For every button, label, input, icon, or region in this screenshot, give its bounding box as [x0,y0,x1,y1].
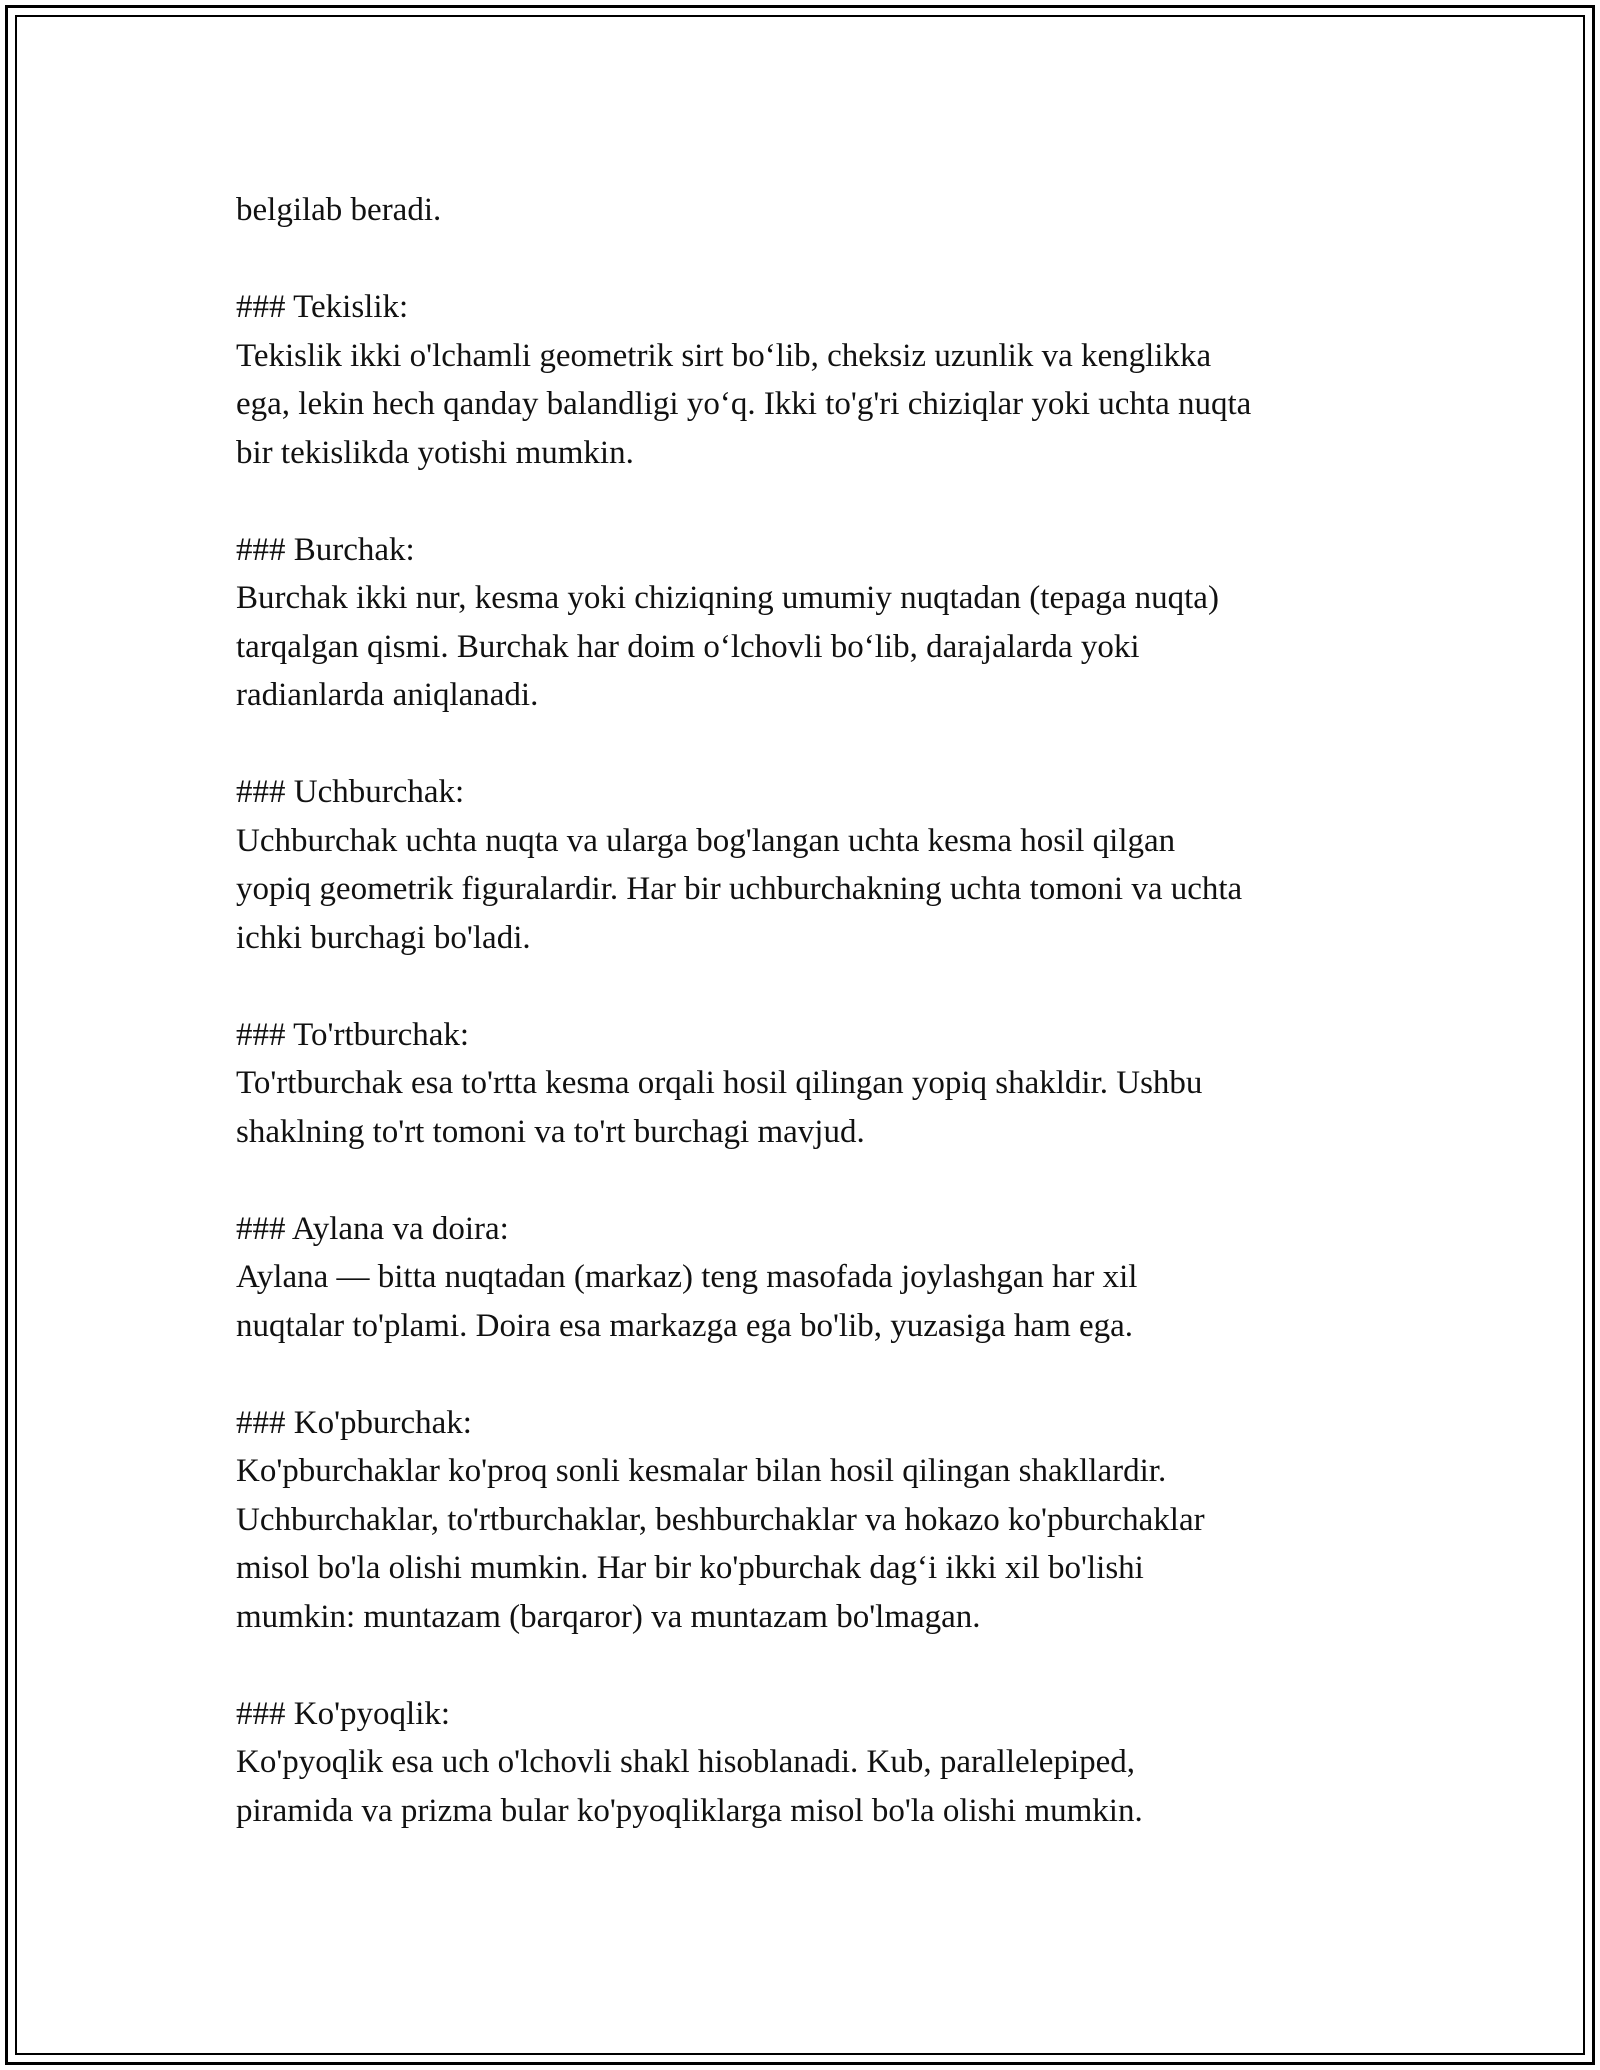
section-burchak [236,526,1376,720]
paragraph-line: bir tekislikda yotishi mumkin. [236,434,634,471]
section-heading: ### Ko'pburchak: [236,1404,472,1441]
paragraph-line: mumkin: muntazam (barqaror) va muntazam bo'lmagan. [236,1598,981,1635]
section-uchburchak [236,768,1376,962]
section-kopburchak [236,1399,1376,1642]
paragraph-line: Uchburchaklar, to'rtburchaklar, beshburchaklar va hokazo ko'pburchaklar [236,1501,1205,1538]
section-aylana-va-doira [236,1205,1376,1351]
paragraph-line: misol bo'la olishi mumkin. Har bir ko'pburchak dag‘i ikki xil bo'lishi [236,1550,1144,1586]
paragraph-line: ega, lekin hech qanday balandligi yo‘q. Ikki to'g'ri chiziqlar yoki uchta nuqta [236,386,1252,422]
section-heading: ### To'rtburchak: [236,1016,470,1053]
section-heading: ### Uchburchak: [236,774,465,810]
paragraph-line: Ko'pyoqlik esa uch o'lchovli shakl hisoblanadi. Kub, parallelepiped, [236,1744,1136,1780]
section-heading: ### Ko'pyoqlik: [236,1695,451,1732]
intro-line: belgilab beradi. [236,192,442,228]
paragraph-line: Tekislik ikki o'lchamli geometrik sirt bo‘lib, cheksiz uzunlik va kenglikka [236,337,1212,374]
section-heading: ### Aylana va doira: [236,1210,509,1247]
section-tortburchak [236,1011,1376,1157]
paragraph-line: ichki burchagi bo'ladi. [236,919,531,956]
section-kopyoqlik [236,1690,1376,1836]
paragraph-line: piramida va prizma bular ko'pyoqliklarga misol bo'la olishi mumkin. [236,1792,1143,1829]
section-tekislik [236,283,1376,477]
paragraph-line: nuqtalar to'plami. Doira esa markazga ega bo'lib, yuzasiga ham ega. [236,1307,1134,1344]
paragraph-line: Ko'pburchaklar ko'proq sonli kesmalar bilan hosil qilingan shakllardir. [236,1453,1167,1489]
section-heading: ### Tekislik: [236,289,409,325]
paragraph-line: tarqalgan qismi. Burchak har doim o‘lchovli bo‘lib, darajalarda yoki [236,628,1140,665]
document-body [236,186,1376,1835]
paragraph-line: To'rtburchak esa to'rtta kesma orqali hosil qilingan yopiq shakldir. Ushbu [236,1065,1203,1101]
section-heading: ### Burchak: [236,531,415,568]
paragraph-line: Aylana — bitta nuqtadan (markaz) teng masofada joylashgan har xil [236,1259,1138,1295]
paragraph-line: radianlarda aniqlanadi. [236,677,539,713]
paragraph-line: shaklning to'rt tomoni va to'rt burchagi mavjud. [236,1113,865,1150]
paragraph-line: Burchak ikki nur, kesma yoki chiziqning umumiy nuqtadan (tepaga nuqta) [236,580,1219,616]
paragraph-line: Uchburchak uchta nuqta va ularga bog'langan uchta kesma hosil qilgan [236,822,1176,859]
paragraph-line: yopiq geometrik figuralardir. Har bir uchburchakning uchta tomoni va uchta [236,871,1243,907]
